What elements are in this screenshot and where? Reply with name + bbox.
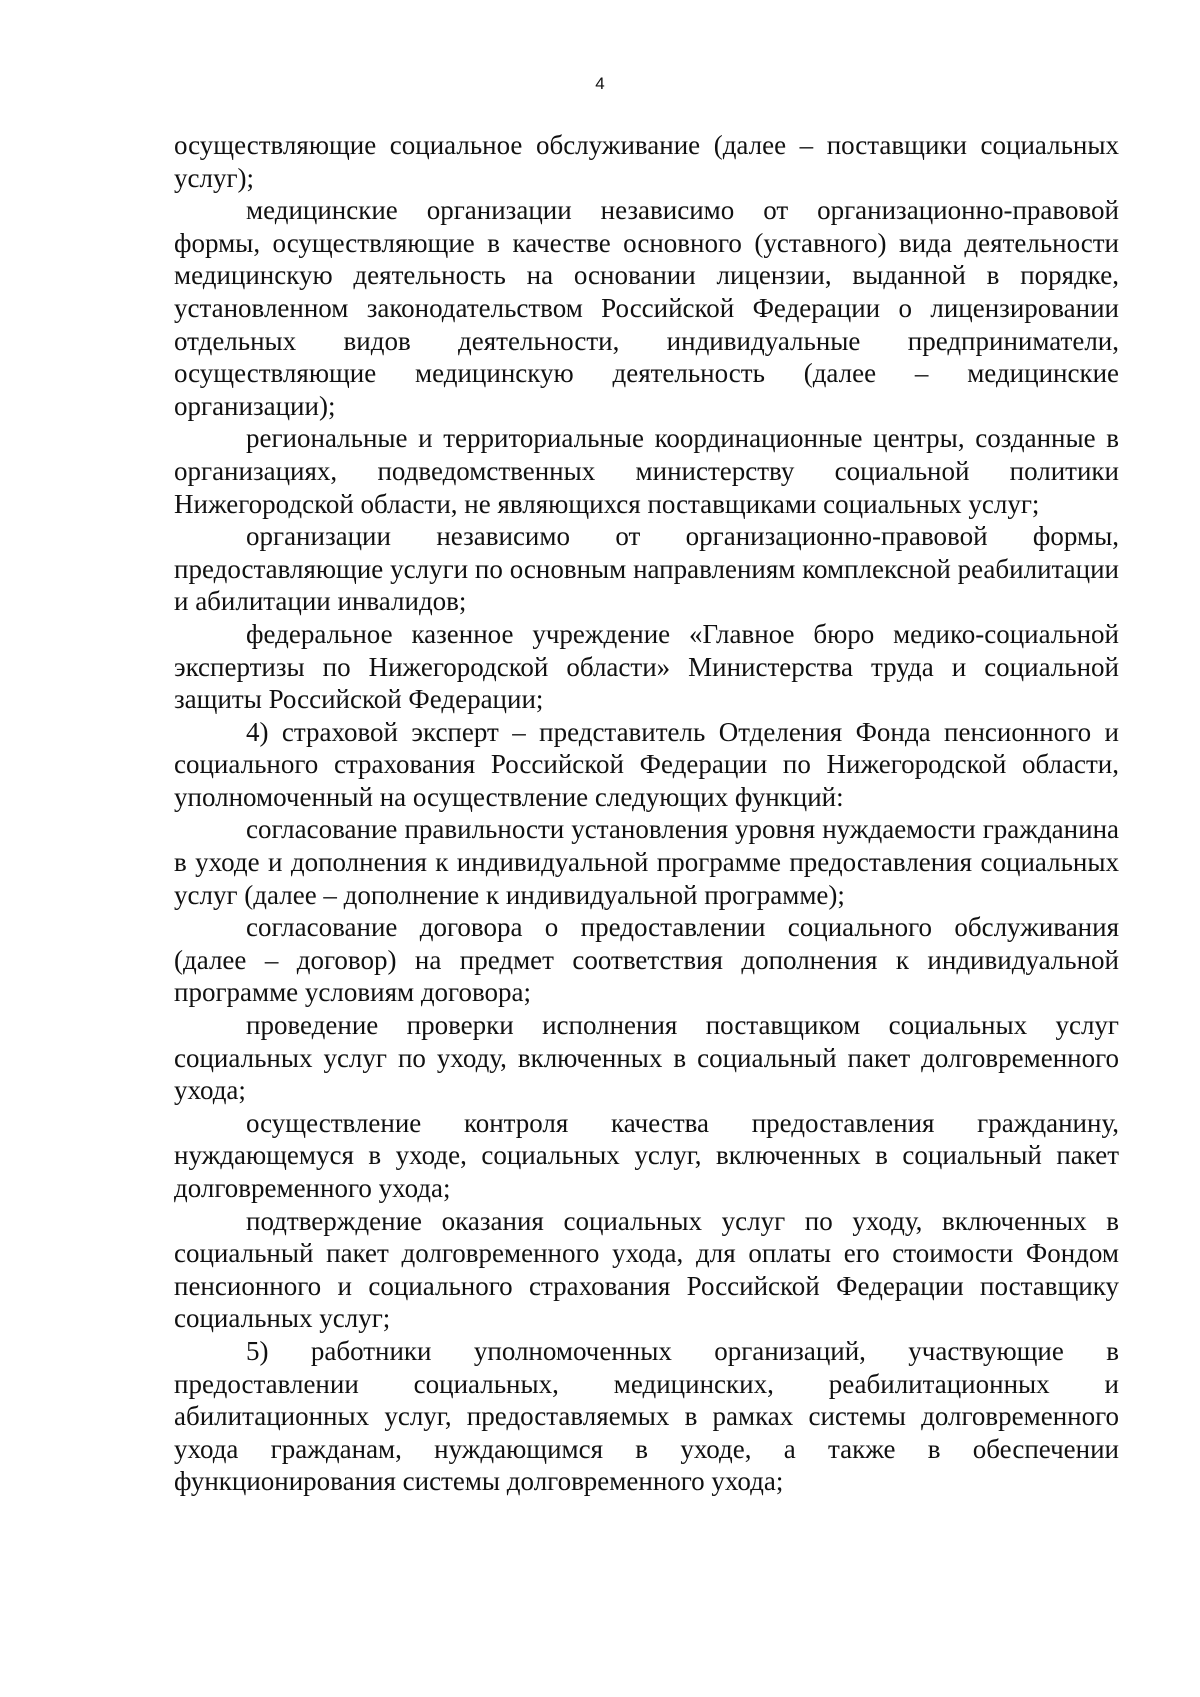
paragraph-service-providers-continuation: осуществляющие социальное обслуживание (далее – поставщики социальных услуг); <box>174 130 1119 193</box>
document-body <box>174 129 1119 1498</box>
paragraph-medical-social-expertise-bureau: федеральное казенное учреждение «Главное бюро медико-социальной экспертизы по Нижегородской области» Министерства труда и социальной защиты Российской Федерации; <box>174 618 1119 715</box>
paragraph-execution-check: проведение проверки исполнения поставщиком социальных услуг социальных услуг по уходу, включенных в социальный пакет долговременного ухода; <box>174 1010 1119 1106</box>
paragraph-care-need-approval: согласование правильности установления уровня нуждаемости гражданина в уходе и дополнения к индивидуальной программе предоставления социальных услуг (далее – дополнение к индивидуальной программе); <box>174 814 1119 910</box>
paragraph-medical-organizations: медицинские организации независимо от организационно-правовой формы, осуществляющие в качестве основного (уставного) вида деятельности медицинскую деятельность на основании лицензии, выданной в порядке, установленном законодательством Российской Федерации о лицензировании отдельных видов деятельности, индивидуальные предприниматели, осуществляющие медицинскую деятельность (далее – медицинские организации); <box>174 195 1119 421</box>
paragraph-coordination-centers: региональные и территориальные координационные центры, созданные в организациях, подведомственных министерству социальной политики Нижегородской области, не являющихся поставщиками социальных услуг; <box>174 423 1119 519</box>
paragraph-service-confirmation: подтверждение оказания социальных услуг по уходу, включенных в социальный пакет долговременного ухода, для оплаты его стоимости Фондом пенсионного и социального страхования Российской Федерации поставщику социальных услуг; <box>174 1205 1119 1334</box>
paragraph-item-5-authorized-workers: 5) работники уполномоченных организаций, участвующие в предоставлении социальных, медицинских, реабилитационных и абилитационных услуг, предоставляемых в рамках системы долговременного ухода гражданам, нуждающимся в уходе, а также в обеспечении функционирования системы долговременного ухода; <box>174 1335 1119 1497</box>
paragraph-contract-approval: согласование договора о предоставлении социального обслуживания (далее – договор) на предмет соответствия дополнения к индивидуальной программе условиям договора; <box>174 912 1119 1008</box>
paragraph-rehabilitation-organizations: организации независимо от организационно-правовой формы, предоставляющие услуги по основным направлениям комплексной реабилитации и абилитации инвалидов; <box>174 521 1119 617</box>
paragraph-item-4-insurance-expert: 4) страховой эксперт – представитель Отделения Фонда пенсионного и социального страхования Российской Федерации по Нижегородской области, уполномоченный на осуществление следующих функций: <box>174 716 1119 812</box>
paragraph-quality-control: осуществление контроля качества предоставления гражданину, нуждающемуся в уходе, социальных услуг, включенных в социальный пакет долговременного ухода; <box>174 1107 1119 1203</box>
page-number: 4 <box>595 74 605 93</box>
